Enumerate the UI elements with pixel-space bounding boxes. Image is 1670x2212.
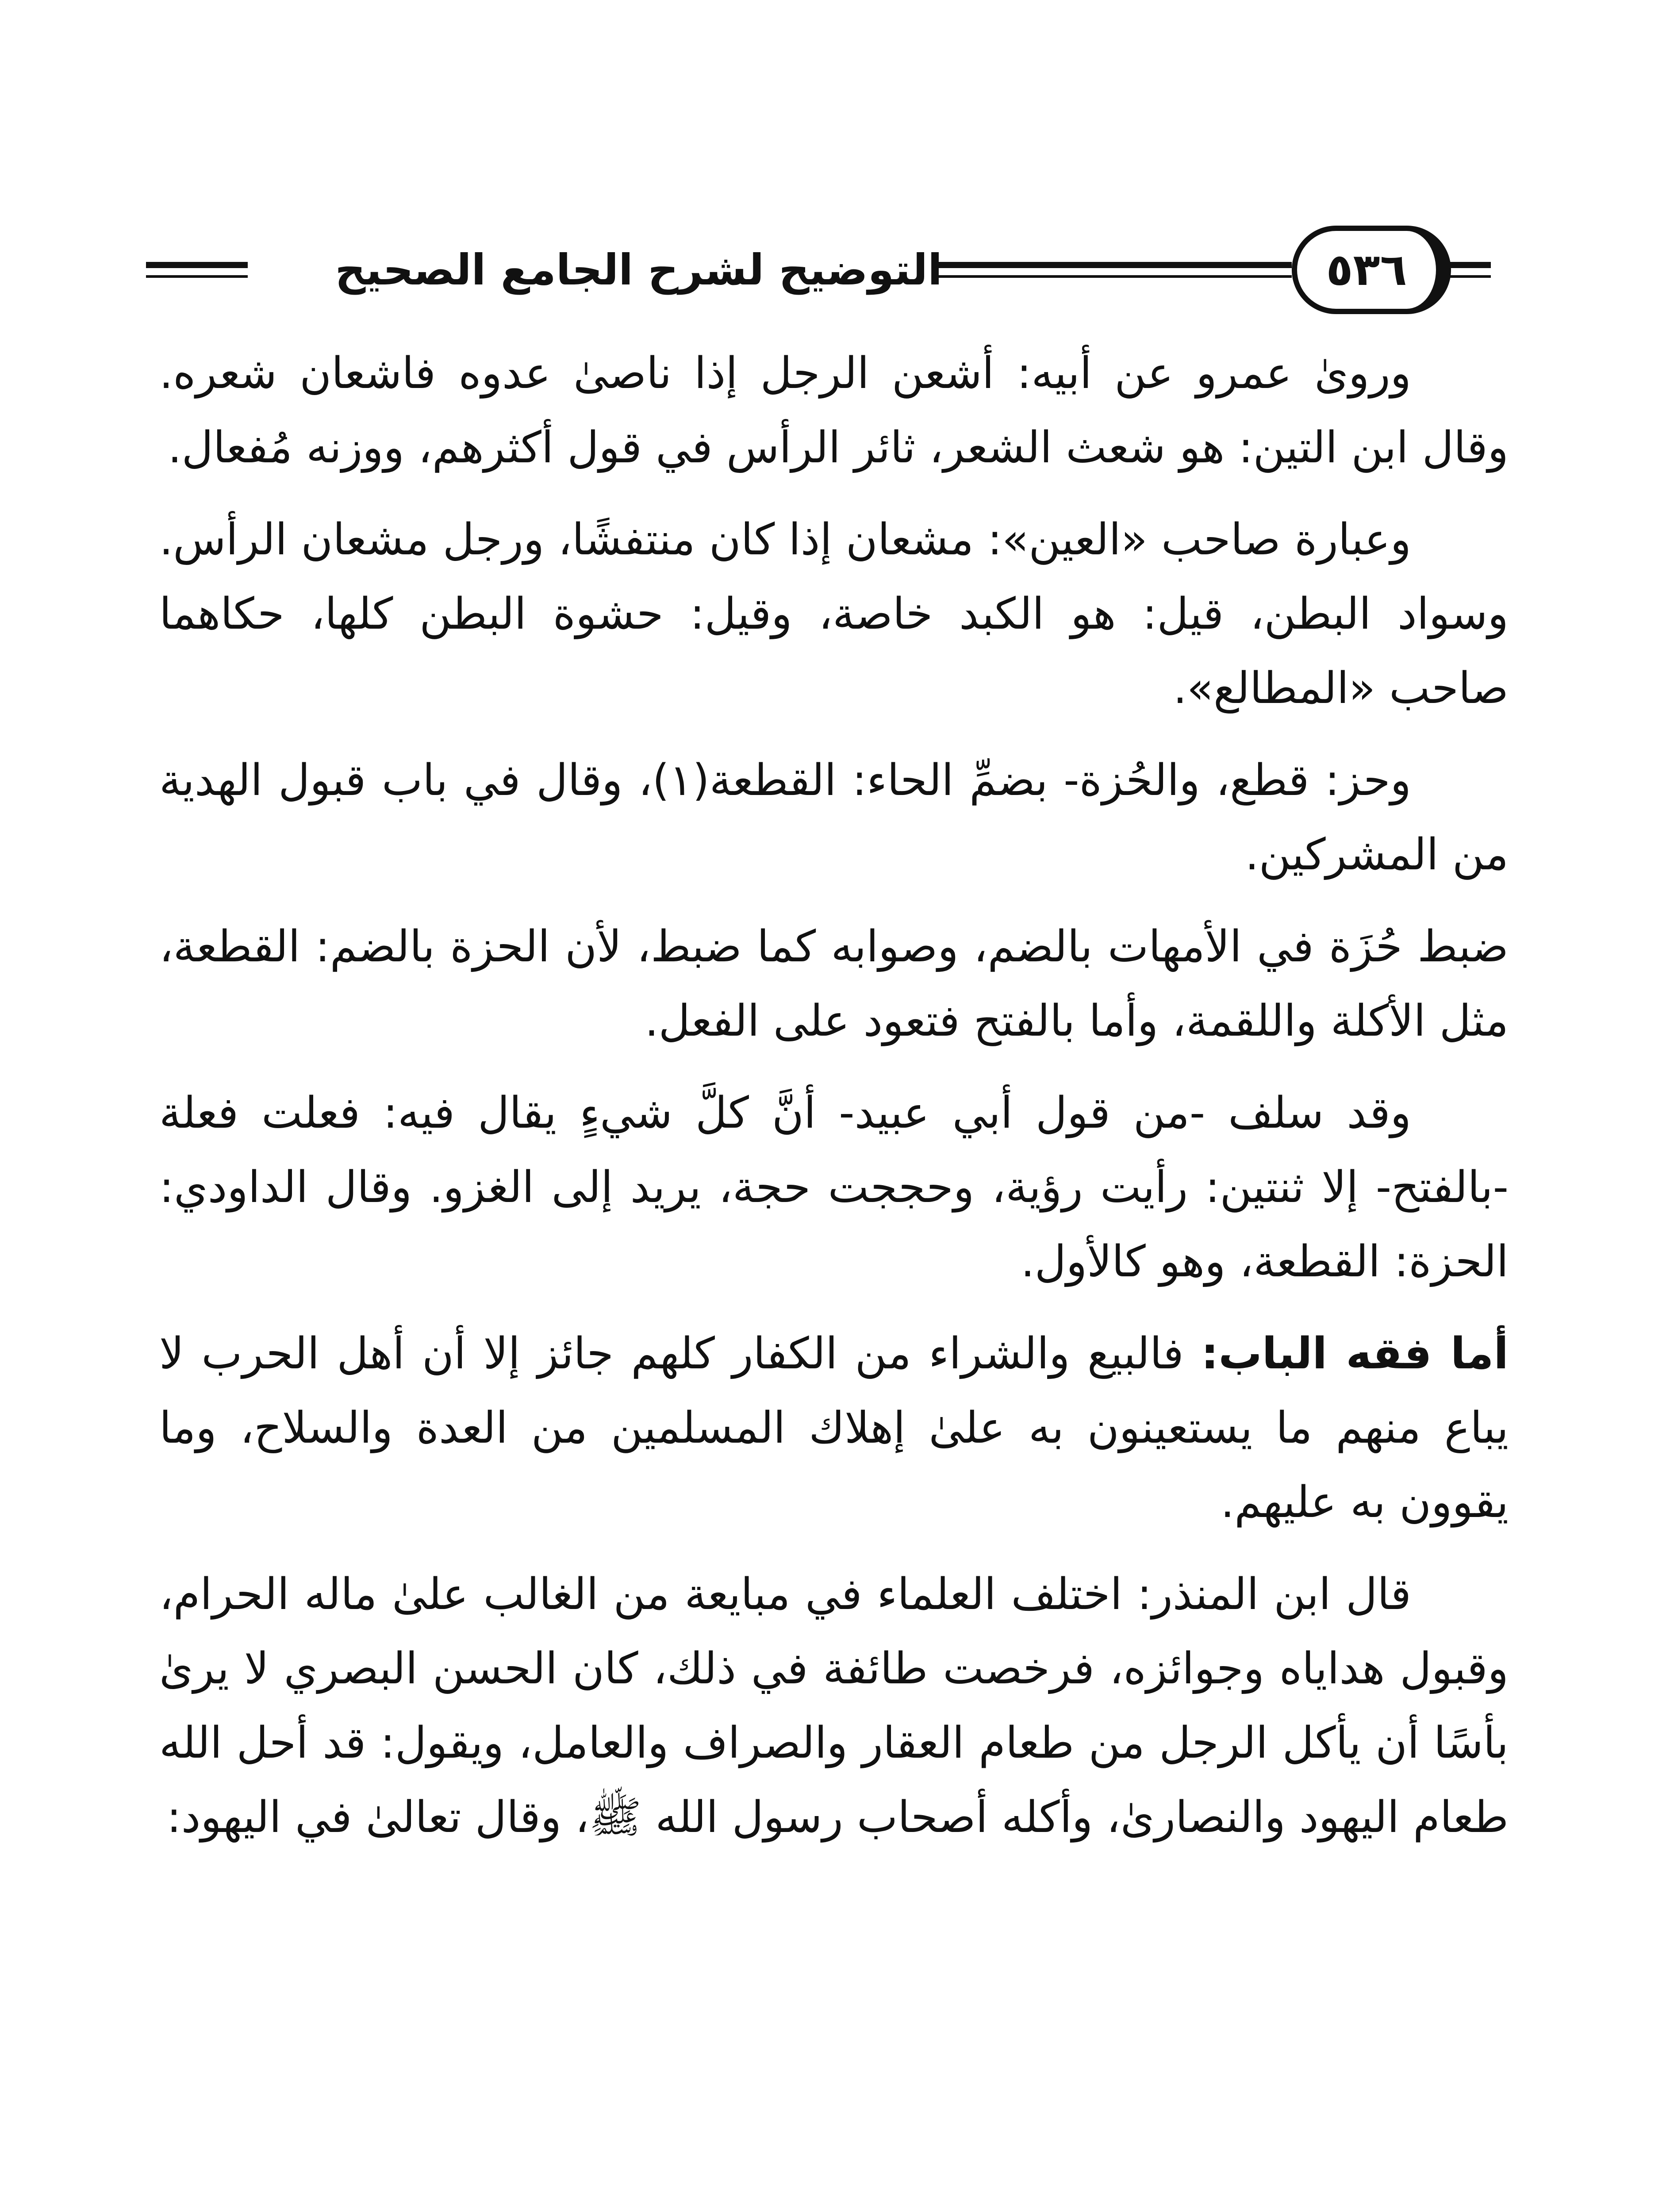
paragraph-text: فالبيع والشراء من الكفار كلهم جائز إلا أن أهل الحرب لا يباع منهم ما يستعينون به علیٰ إهلاك المسلمين من العدة والسلاح، وما يقوون به عليهم. [159, 1329, 1509, 1528]
page-number: ٥٣٦ [1326, 244, 1407, 296]
paragraph-text: وقد سلف -من قول أبي عبيد- أنَّ كلَّ شيءٍ يقال فيه: فعلت فعلة -بالفتح- إلا ثنتين: رأيت رؤية، وحججت حجة، يريد إلى الغزو. وقال الداودي: الحزة: القطعة، وهو كالأول. [159, 1088, 1509, 1287]
paragraph-text: ورویٰ عمرو عن أبيه: أشعن الرجل إذا ناصیٰ عدوه فاشعان شعره. وقال ابن التين: هو شعث الشعر، ثائر الرأس في قول أكثرهم، ووزنه مُفعال. [159, 348, 1509, 473]
paragraph [159, 743, 1509, 892]
paragraph [159, 1317, 1509, 1540]
main-text [159, 336, 1509, 1872]
section-lead: أما فقه الباب: [1201, 1329, 1509, 1379]
paragraph [159, 910, 1509, 1058]
paragraph [159, 503, 1509, 726]
paragraph [159, 336, 1509, 485]
header-rule-left [146, 262, 248, 278]
page-number-badge [1292, 226, 1451, 314]
book-title: التوضيح لشرح الجامع الصحيح [411, 230, 942, 310]
header-rule-right [1442, 262, 1491, 278]
header-rule-middle [938, 262, 1292, 278]
paragraph-text: وحز: قطع، والحُزة- بضمِّ الحاء: القطعة(١)، وقال في باب قبول الهدية من المشركين. [159, 755, 1509, 880]
paragraph-text: وعبارة صاحب «العين»: مشعان إذا كان منتفشًا، ورجل مشعان الرأس. وسواد البطن، قيل: هو الكبد خاصة، وقيل: حشوة البطن كلها، حكاهما صاحب «المطالع». [159, 515, 1509, 714]
paragraph [159, 1076, 1509, 1299]
paragraph-text: ضبط حُزَة في الأمهات بالضم، وصوابه كما ضبط، لأن الحزة بالضم: القطعة، مثل الأكلة واللقمة، وأما بالفتح فتعود على الفعل. [159, 922, 1509, 1046]
page-header [146, 212, 1491, 327]
paragraph [159, 1557, 1509, 1855]
paragraph-text: قال ابن المنذر: اختلف العلماء في مبايعة من الغالب علیٰ ماله الحرام، وقبول هداياه وجوائزه، فرخصت طائفة في ذلك، كان الحسن البصري لا یریٰ بأسًا أن يأكل الرجل من طعام العقار والصراف والعامل، ويقول: قد أحل الله طعام اليهود والنصاریٰ، وأكله أصحاب رسول الله ﷺ، وقال تعالیٰ في اليهود: [159, 1569, 1509, 1843]
